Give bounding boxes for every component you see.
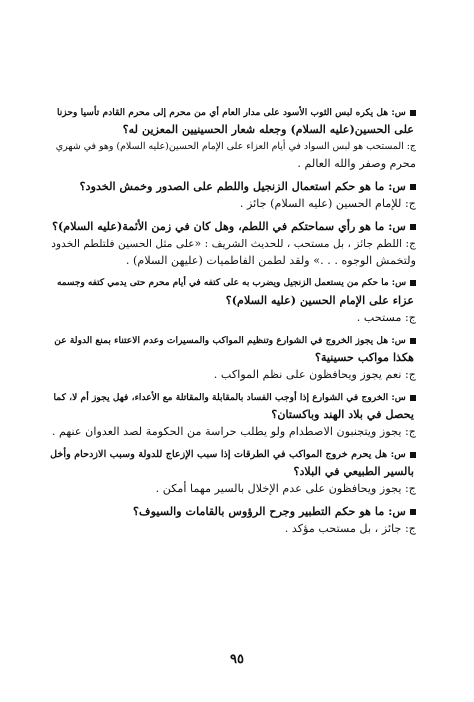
question-line [50, 275, 416, 292]
answer-line: ج: نعم يجوز ويحافظون على نظم المواكب . [213, 368, 416, 381]
answer-line: ج: للإمام الحسين (عليه السلام) جائز . [239, 197, 416, 210]
answer-line: ج: اللطم جائز ، بل مستحب ، للحديث الشريف : «على مثل الحسين فلتلطم الخدود [51, 237, 416, 250]
bullet-square-icon [410, 280, 416, 286]
qa-entry [50, 104, 416, 172]
bullet-square-icon [410, 338, 416, 344]
qa-entry [50, 218, 416, 269]
qa-entry [50, 446, 416, 497]
bullet-square-icon [410, 509, 416, 515]
answer-line: محرم وصفر والله العالم . [297, 157, 416, 170]
question-line [50, 503, 416, 520]
qa-entry [50, 332, 416, 383]
bullet-square-icon [410, 224, 416, 230]
question-line: على الحسين(عليه السلام) وجعله شعار الحسينيين المعزين له؟ [122, 122, 414, 136]
question-line [50, 389, 416, 406]
bullet-square-icon [410, 395, 416, 401]
question-line: عزاء على الإمام الحسين (عليه السلام)؟ [225, 293, 414, 307]
question-text: س: هل يكره لبس الثوب الأسود على مدار العام أي من محرم إلى محرم القادم تأسيا وحزنا [56, 107, 406, 118]
question-line: يحصل في بلاد الهند وباكستان؟ [271, 407, 414, 421]
question-line: بالسير الطبيعي في البلاد؟ [293, 464, 414, 478]
question-line [50, 446, 416, 463]
question-line [50, 178, 416, 195]
question-text: س: الخروج في الشوارع إذا أوجب الفساد بالمقابلة والمقاتلة مع الأعداء، فهل يجوز أم لا، كما [53, 392, 406, 403]
question-line [50, 104, 416, 121]
answer-line: ج: مستحب . [356, 311, 416, 324]
question-text: س: ما هو حكم التطبير وجرح الرؤوس بالقامات والسيوف؟ [133, 504, 406, 518]
page-number: ٩٥ [230, 652, 244, 667]
qa-entry [50, 503, 416, 537]
question-line: هكذا مواكب حسينية؟ [315, 350, 414, 364]
answer-line: ج: يجوز ويحافظون على عدم الإخلال بالسير مهما أمكن . [155, 482, 416, 495]
answer-line: ولتخمش الوجوه . . .» ولقد لطمن الفاطميات (عليهن السلام) . [125, 254, 416, 267]
qa-list [50, 104, 416, 537]
bullet-square-icon [410, 110, 416, 116]
answer-line: ج: المستحب هو لبس السواد في أيام العزاء على الإمام الحسين(عليه السلام) وهو في شهري [55, 141, 416, 152]
question-text: س: ما هو رأي سماحتكم في اللطم، وهل كان في زمن الأئمة(عليه السلام)؟ [52, 219, 406, 233]
question-text: س: هل يحرم خروج المواكب في الطرقات إذا سبب الإزعاج للدولة وسبب الازدحام وأخل [50, 449, 406, 460]
question-text: س: هل يجوز الخروج في الشوارع وتنظيم المواكب والمسيرات وعدم الاعتناء بمنع الدولة عن [54, 335, 406, 346]
question-line [50, 332, 416, 349]
question-line [50, 218, 416, 235]
bullet-square-icon [410, 452, 416, 458]
bullet-square-icon [410, 184, 416, 190]
answer-line: ج: يجوز ويتجنبون الاصطدام ولو يطلب حراسة من الحكومة لصد العدوان عنهم . [51, 425, 416, 438]
qa-entry [50, 178, 416, 212]
question-text: س: ما حكم من يستعمل الزنجيل ويضرب به على كتفه في أيام محرم حتى يدمي كتفه وجسمه [56, 278, 406, 288]
question-text: س: ما هو حكم استعمال الزنجيل واللطم على الصدور وخمش الخدود؟ [79, 179, 406, 193]
qa-entry [50, 275, 416, 326]
qa-entry [50, 389, 416, 440]
answer-line: ج: جائز ، بل مستحب مؤكد . [284, 522, 416, 535]
